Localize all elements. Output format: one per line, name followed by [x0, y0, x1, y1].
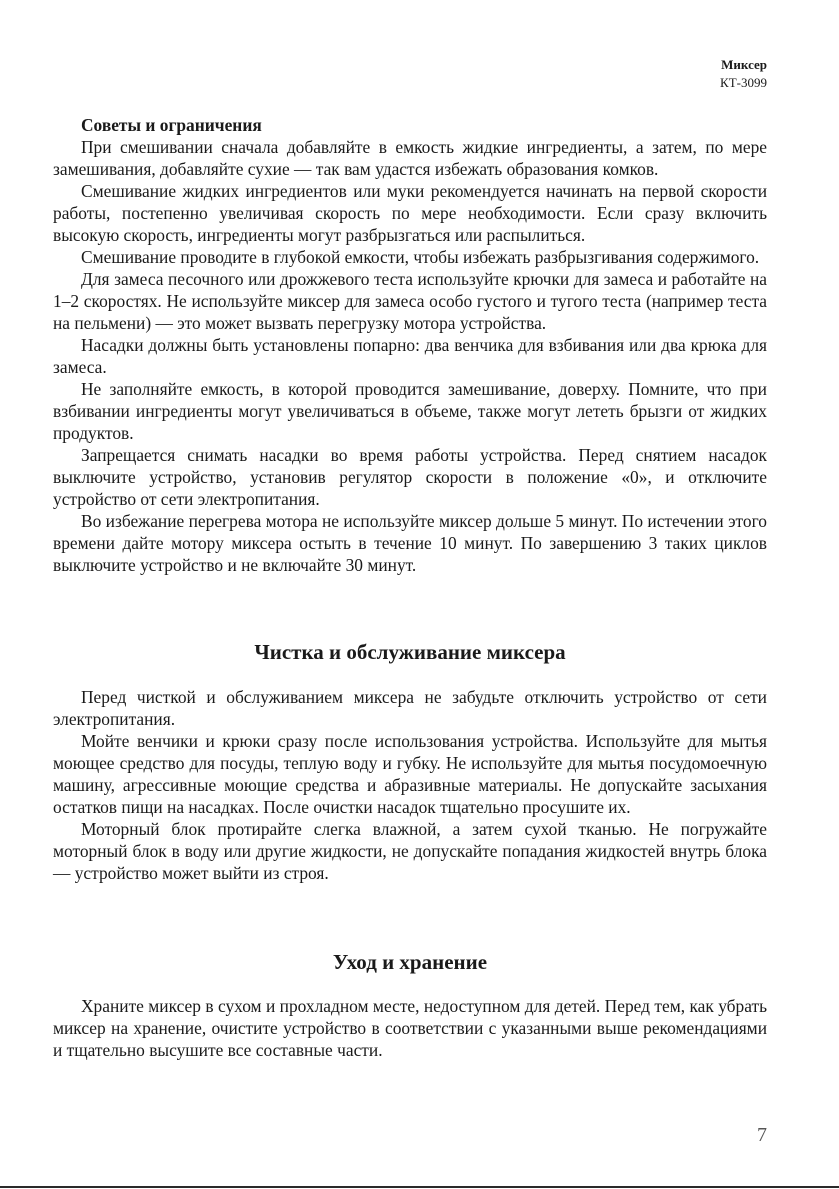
model-name: Миксер: [721, 57, 767, 72]
tips-paragraph: Смешивание проводите в глубокой емкости, чтобы избежать разбрызгивания содержимого.: [81, 247, 760, 267]
tips-paragraph: Смешивание жидких ингредиентов или муки рекомендуется начинать на первой скорости работы, постепенно увеличивая скорость по мере необходимости. Если сразу включить высокую скорость, ингредиенты могут разбрызгаться или распылиться.: [53, 181, 767, 245]
cleaning-title: Чистка и обслуживание миксера: [254, 640, 566, 664]
tips-paragraph: Насадки должны быть установлены попарно: два венчика для взбивания или два крюка для замеса.: [53, 335, 767, 377]
cleaning-section: [53, 639, 767, 884]
tips-paragraph: Во избежание перегрева мотора не используйте миксер дольше 5 минут. По истечении этого времени дайте мотору миксера остыть в течение 10 минут. По завершению 3 таких циклов выключите устройство и не включайте 30 минут.: [53, 511, 767, 575]
tips-paragraph: Запрещается снимать насадки во время работы устройства. Перед снятием насадок выключите устройство, установив регулятор скорости в положение «0», и отключите устройство от сети электропитания.: [53, 445, 767, 509]
tips-paragraph: При смешивании сначала добавляйте в емкость жидкие ингредиенты, а затем, по мере замешивания, добавляйте сухие — так вам удастся избежать образования комков.: [53, 137, 767, 179]
page-header: [720, 56, 767, 92]
bottom-divider: [0, 1186, 839, 1188]
tips-heading: Советы и ограничения: [81, 115, 262, 135]
storage-title: Уход и хранение: [332, 950, 488, 974]
tips-paragraph: Для замеса песочного или дрожжевого теста используйте крючки для замеса и работайте на 1–2 скоростях. Не используйте миксер для замеса особо густого и тугого теста (например теста на пельмени) — это может вызвать перегрузку мотора устройства.: [53, 269, 767, 333]
cleaning-paragraph: Моторный блок протирайте слегка влажной, а затем сухой тканью. Не погружайте моторный блок в воду или другие жидкости, не допускайте попадания жидкостей внутрь блока — устройство может выйти из строя.: [53, 819, 767, 883]
page-number: 7: [757, 1124, 767, 1146]
storage-section: [53, 949, 767, 1061]
storage-paragraph: Храните миксер в сухом и прохладном месте, недоступном для детей. Перед тем, как убрать миксер на хранение, очистите устройство в соответствии с указанными выше рекомендациями и тщательно высушите все составные части.: [53, 996, 767, 1060]
page-content: [53, 114, 767, 1061]
cleaning-paragraph: Мойте венчики и крюки сразу после использования устройства. Используйте для мытья моющее средство для посуды, теплую воду и губку. Не используйте для мытья посудомоечную машину, агрессивные моющие средства и абразивные материалы. Не допускайте засыхания остатков пищи на насадках. После очистки насадок тщательно просушите их.: [53, 731, 767, 817]
tips-paragraph: Не заполняйте емкость, в которой проводится замешивание, доверху. Помните, что при взбивании ингредиенты могут увеличиваться в объеме, также могут лететь брызги от жидких продуктов.: [53, 379, 767, 443]
model-code: КТ-3099: [720, 75, 767, 90]
tips-section: [53, 114, 767, 576]
cleaning-paragraph: Перед чисткой и обслуживанием миксера не забудьте отключить устройство от сети электропитания.: [53, 687, 767, 729]
